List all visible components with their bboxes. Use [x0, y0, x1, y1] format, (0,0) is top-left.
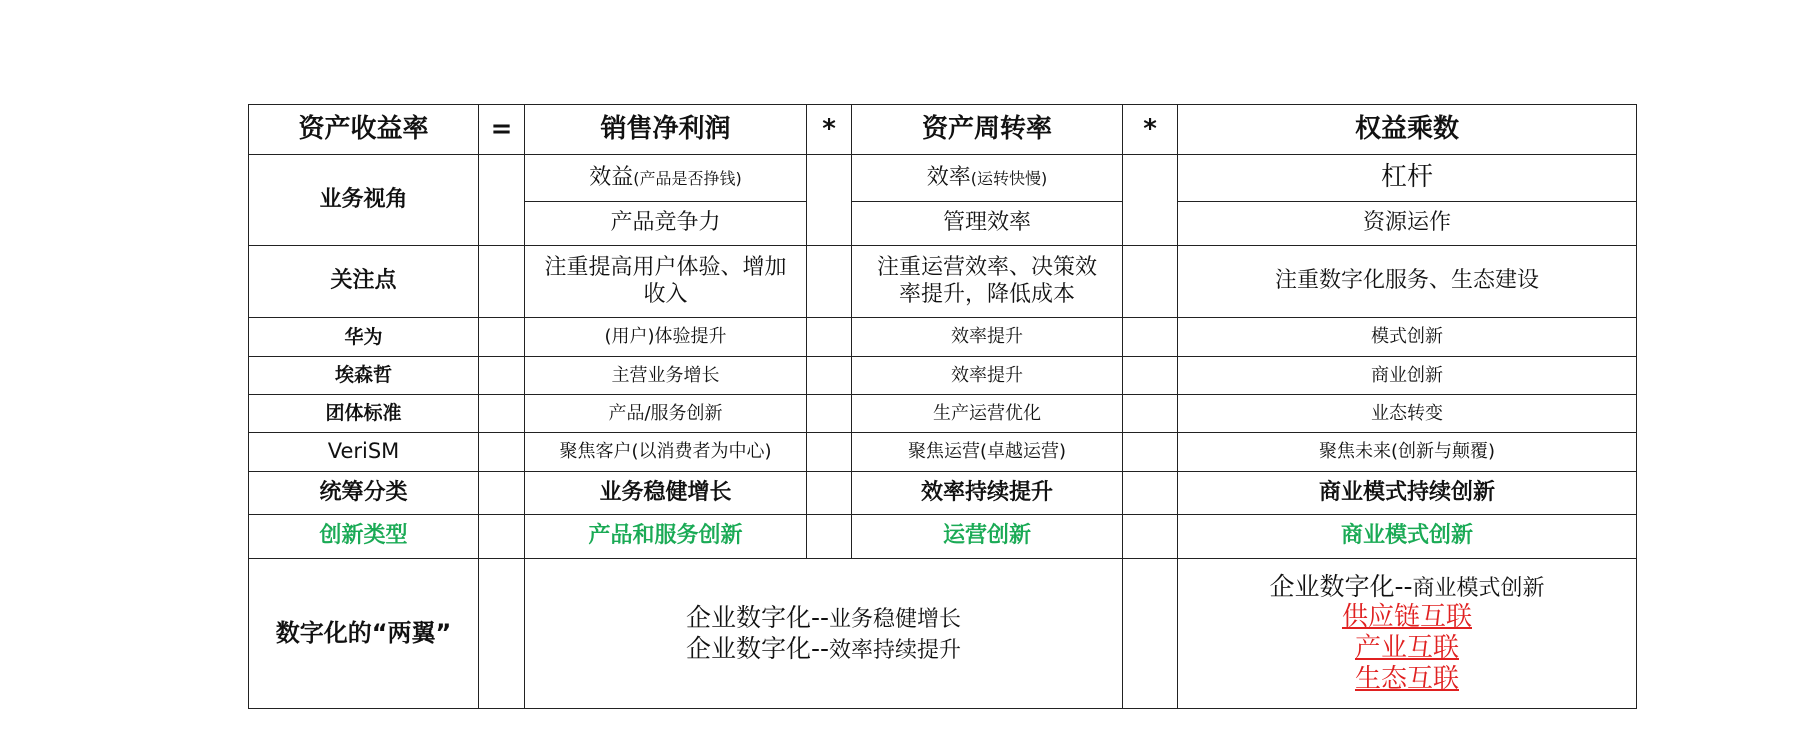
empty-cell [479, 155, 525, 246]
row-margin: (用户)体验提升 [525, 318, 807, 357]
empty-cell [807, 357, 852, 395]
empty-cell [479, 433, 525, 472]
table-row [249, 357, 1637, 395]
header-net-margin: 销售净利润 [525, 105, 807, 155]
empty-cell [807, 395, 852, 433]
wings-row [249, 559, 1637, 709]
empty-cell [479, 357, 525, 395]
empty-cell [1123, 433, 1178, 472]
empty-cell [807, 246, 852, 318]
link-ecosystem[interactable]: 生态互联 [1354, 664, 1459, 695]
overall-label: 统筹分类 [249, 472, 479, 515]
empty-cell [1123, 155, 1178, 246]
margin-benefit-main: 效益 [589, 164, 634, 190]
focus-row [249, 246, 1637, 318]
row-margin: 聚焦客户(以消费者为中心) [525, 433, 807, 472]
wings-center-efficiency: 效率持续提升 [829, 637, 962, 663]
focus-leverage: 注重数字化服务、生态建设 [1178, 246, 1637, 318]
overall-turnover: 效率持续提升 [852, 472, 1123, 515]
table-row [249, 395, 1637, 433]
wings-center-prefix: 企业数字化-- [685, 633, 830, 663]
wings-right [1178, 559, 1637, 709]
wings-center-growth: 业务稳健增长 [829, 607, 962, 633]
resource-operation: 资源运作 [1178, 202, 1637, 246]
header-equity-multiplier: 权益乘数 [1178, 105, 1637, 155]
empty-cell [807, 155, 852, 246]
wings-center [525, 559, 1123, 709]
row-leverage: 商业创新 [1178, 357, 1637, 395]
row-leverage: 模式创新 [1178, 318, 1637, 357]
empty-cell [479, 515, 525, 559]
empty-cell [479, 318, 525, 357]
link-industry[interactable]: 产业互联 [1354, 633, 1459, 664]
wings-center-line-1 [529, 603, 1118, 633]
turnover-efficiency [852, 155, 1123, 202]
empty-cell [1123, 515, 1178, 559]
overall-row [249, 472, 1637, 515]
table-row [249, 433, 1637, 472]
row-leverage: 业态转变 [1178, 395, 1637, 433]
row-turnover: 生产运营优化 [852, 395, 1123, 433]
overall-margin: 业务稳健增长 [525, 472, 807, 515]
empty-cell [1123, 246, 1178, 318]
turnover-efficiency-note: (运转快慢) [970, 168, 1048, 188]
wings-right-line-1 [1182, 572, 1632, 602]
row-label-huawei: 华为 [249, 318, 479, 357]
leverage-cell: 杠杆 [1178, 155, 1637, 202]
row-turnover: 聚焦运营(卓越运营) [852, 433, 1123, 472]
overall-leverage: 商业模式持续创新 [1178, 472, 1637, 515]
innovation-leverage: 商业模式创新 [1178, 515, 1637, 559]
focus-turnover: 注重运营效率、决策效率提升，降低成本 [852, 246, 1123, 318]
margin-benefit-note: (产品是否挣钱) [633, 168, 742, 188]
row-label-group-standard: 团体标准 [249, 395, 479, 433]
empty-cell [807, 515, 852, 559]
empty-cell [1123, 472, 1178, 515]
empty-cell [479, 559, 525, 709]
row-margin: 主营业务增长 [525, 357, 807, 395]
dupont-digitalization-table [248, 104, 1637, 709]
turnover-efficiency-main: 效率 [926, 164, 971, 190]
empty-cell [807, 472, 852, 515]
business-view-label: 业务视角 [249, 155, 479, 246]
innovation-turnover: 运营创新 [852, 515, 1123, 559]
wings-right-prefix: 企业数字化-- [1269, 571, 1413, 601]
wings-center-prefix: 企业数字化-- [685, 603, 830, 633]
row-turnover: 效率提升 [852, 318, 1123, 357]
focus-label: 关注点 [249, 246, 479, 318]
innovation-margin: 产品和服务创新 [525, 515, 807, 559]
empty-cell [479, 472, 525, 515]
header-roe: 资产收益率 [249, 105, 479, 155]
table-row [249, 318, 1637, 357]
wings-center-line-2 [529, 634, 1118, 664]
row-label-verism: VeriSM [249, 433, 479, 472]
row-margin: 产品/服务创新 [525, 395, 807, 433]
wings-right-model-innovation: 商业模式创新 [1412, 575, 1545, 601]
innovation-row [249, 515, 1637, 559]
row-label-accenture: 埃森哲 [249, 357, 479, 395]
empty-cell [479, 246, 525, 318]
management-efficiency: 管理效率 [852, 202, 1123, 246]
empty-cell [1123, 357, 1178, 395]
empty-cell [1123, 395, 1178, 433]
header-multiply-1: * [807, 105, 852, 155]
empty-cell [479, 395, 525, 433]
wings-label: 数字化的“两翼” [249, 559, 479, 709]
header-asset-turnover: 资产周转率 [852, 105, 1123, 155]
business-view-row [249, 155, 1637, 202]
row-turnover: 效率提升 [852, 357, 1123, 395]
innovation-label: 创新类型 [249, 515, 479, 559]
link-supply-chain[interactable]: 供应链互联 [1341, 601, 1472, 632]
focus-margin: 注重提高用户体验、增加收入 [525, 246, 807, 318]
header-equals: = [479, 105, 525, 155]
row-leverage: 聚焦未来(创新与颠覆) [1178, 433, 1637, 472]
product-competitiveness: 产品竞争力 [525, 202, 807, 246]
empty-cell [807, 318, 852, 357]
header-multiply-2: * [1123, 105, 1178, 155]
empty-cell [1123, 559, 1178, 709]
empty-cell [807, 433, 852, 472]
empty-cell [1123, 318, 1178, 357]
margin-benefit [525, 155, 807, 202]
header-row [249, 105, 1637, 155]
